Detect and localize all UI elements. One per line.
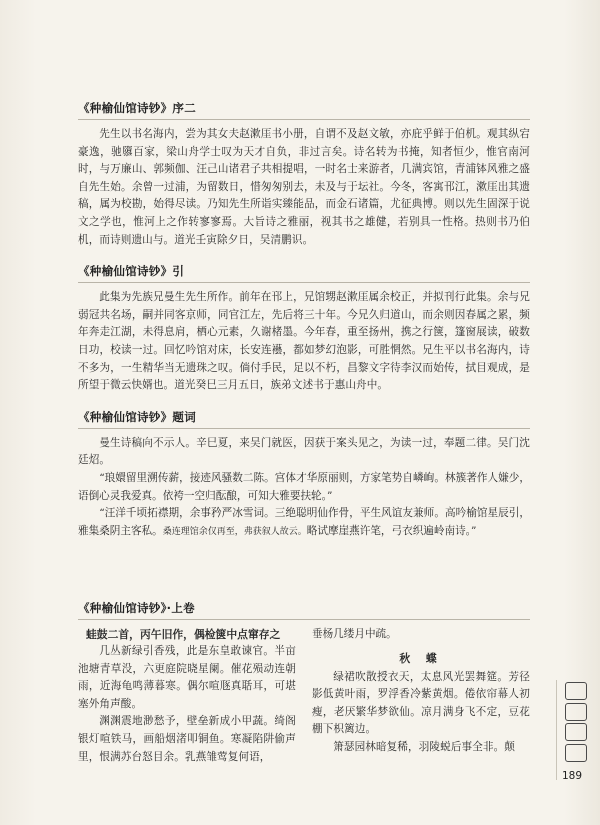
inscription-poem-two-end: 略试摩崖燕许笔，弓衣织遍岭南诗。” <box>306 524 477 537</box>
section-inscription <box>78 409 530 542</box>
margin-rule <box>556 680 557 780</box>
frog-drum-poem-one: 几丛新绿引香残，此是东皇敢谏官。半亩池塘青草没，六更庭院晓星阑。催花殒动连朝雨，近海龟鸣薄暮寒。偶尔喧豗真聒耳，可堪塞外角声酸。 <box>78 645 296 710</box>
section-introduction <box>78 263 530 395</box>
seal-glyph <box>565 682 587 700</box>
seal-glyph <box>565 723 587 741</box>
inscription-poem-one: “琅嬛留里溯传薪，接迹风骚数二陈。宫体才华原丽则，方家笔势自嶙峋。林簇著作人嫌少，语倒心灵我爱真。依袴一空归酝酿，可知大雅要扶轮。” <box>78 471 530 502</box>
section-title-preface-two: 《种榆仙馆诗钞》序二 <box>78 100 530 120</box>
frog-drum-poem-two-end: 垂杨几缕月中疏。 <box>312 628 397 640</box>
collection-seal-logo <box>564 682 588 762</box>
section-title-introduction: 《种榆仙馆诗钞》引 <box>78 263 530 283</box>
seal-glyph <box>565 744 587 762</box>
inscription-poem-two-main: “汪洋千顷拓襟期，余事矜严冰雪词。三绝聪明仙作骨，平生风谊友兼师。高吟榆馆星辰引，雅集桑阴主客私。 <box>78 507 530 537</box>
autumn-butterfly-poem-two: 箫瑟园林暗复稀，羽陵蜕后事全非。颠 <box>333 740 515 753</box>
section-preface-two <box>78 100 530 249</box>
section-title-first-volume: 《种榆仙馆诗钞》·上卷 <box>78 600 530 620</box>
introduction-paragraph: 此集为先族兄曼生先生所作。前年在邗上，兄馆甥赵漱厓属余校正，并拟刊行此集。余与兄弱冠共名场，嗣并同客京师，同官江左，先后将三十年。今兄久归道山，而余则因春属之累，频年奔走江湖，未得息肩，栖心元素，久谢楮墨。今年春，重至扬州，携之行箧，篷窗展读，破数日功，校读一过。回忆吟馆对床，长安连襼，都如梦幻泡影，可胜惘然。兄生平以书名海内，诗不多为，一生精华当无遗珠之叹。倘付手民，足以不朽，昌黎文字待李汉而始传，拭目观成，是所望于微云快婿也。道光癸巳三月五日，族弟文述书于惠山舟中。 <box>78 291 530 392</box>
main-content <box>78 100 530 541</box>
right-column <box>312 626 530 766</box>
poem-columns <box>78 626 530 766</box>
page-number: 189 <box>562 770 583 782</box>
section-title-inscription: 《种榆仙馆诗钞》题词 <box>78 409 530 429</box>
poem-title-frog-drum: 蛙鼓二首，丙午旧作，偶检箧中点窜存之 <box>86 628 281 641</box>
section-first-volume <box>78 600 530 620</box>
inscription-poem-two <box>78 505 530 541</box>
poem-title-autumn-butterfly: 秋 蝶 <box>399 651 443 665</box>
preface-two-paragraph: 先生以书名海内，尝为其女夫赵漱厓书小册，自谓不及赵文敏，亦庇乎鲜于伯机。观其纵宕豪逸，驰隳百家，梁山舟学士叹为天才自负，非过言矣。诗名转为书掩，知者恒少，惟官南河时，与万廉山、郭频伽、汪己山诸君子共相提唱，一时名士来游者，几满宾馆，青浦钵风雅之盛自先生始。余曾一过浦，为留数日，惜匆匆别去，未及与于坛社。今冬，客寓邗江，漱厓出其遗稿，属为校勘，始得尽读。乃知先生所诣实臻能品，而金石诸篇，尤征典博。则以先生固深于说文之学也，惟河上之作转寥寥焉。大旨诗之雅丽，视其书之雄健，若别具一性格。热则书乃伯机，而诗则遗山与。道光壬寅除夕日，吴清鹏识。 <box>78 128 530 246</box>
frog-drum-poem-two: 渊渊震地渺愁予，壁垒新成小甲蔬。绮阁银灯喧铁马，画船烟渚叩铜鱼。寒凝陷阱偷声里，恨满苏台怒目余。乳燕雏莺复何语， <box>78 715 296 763</box>
seal-glyph <box>565 703 587 721</box>
left-column <box>78 626 296 766</box>
inscription-paragraph: 曼生诗稿向不示人。辛巳夏，来吴门就医，因获于案头见之，为读一过，奉题二律。吴门沈廷炤。 <box>78 436 530 467</box>
inscription-poem-two-note: 桑连理馆余仅再至，弗获叙人故云。 <box>162 526 307 537</box>
autumn-butterfly-poem-one: 绿裙吹散授衣天，太息风光罢舞筵。芳径影低黄叶雨，罗浮香冷紫黄烟。倦依帘幕人初瘦，老厌繁华梦欲仙。凉月满身飞不定，豆花棚下枳篱边。 <box>312 670 530 736</box>
